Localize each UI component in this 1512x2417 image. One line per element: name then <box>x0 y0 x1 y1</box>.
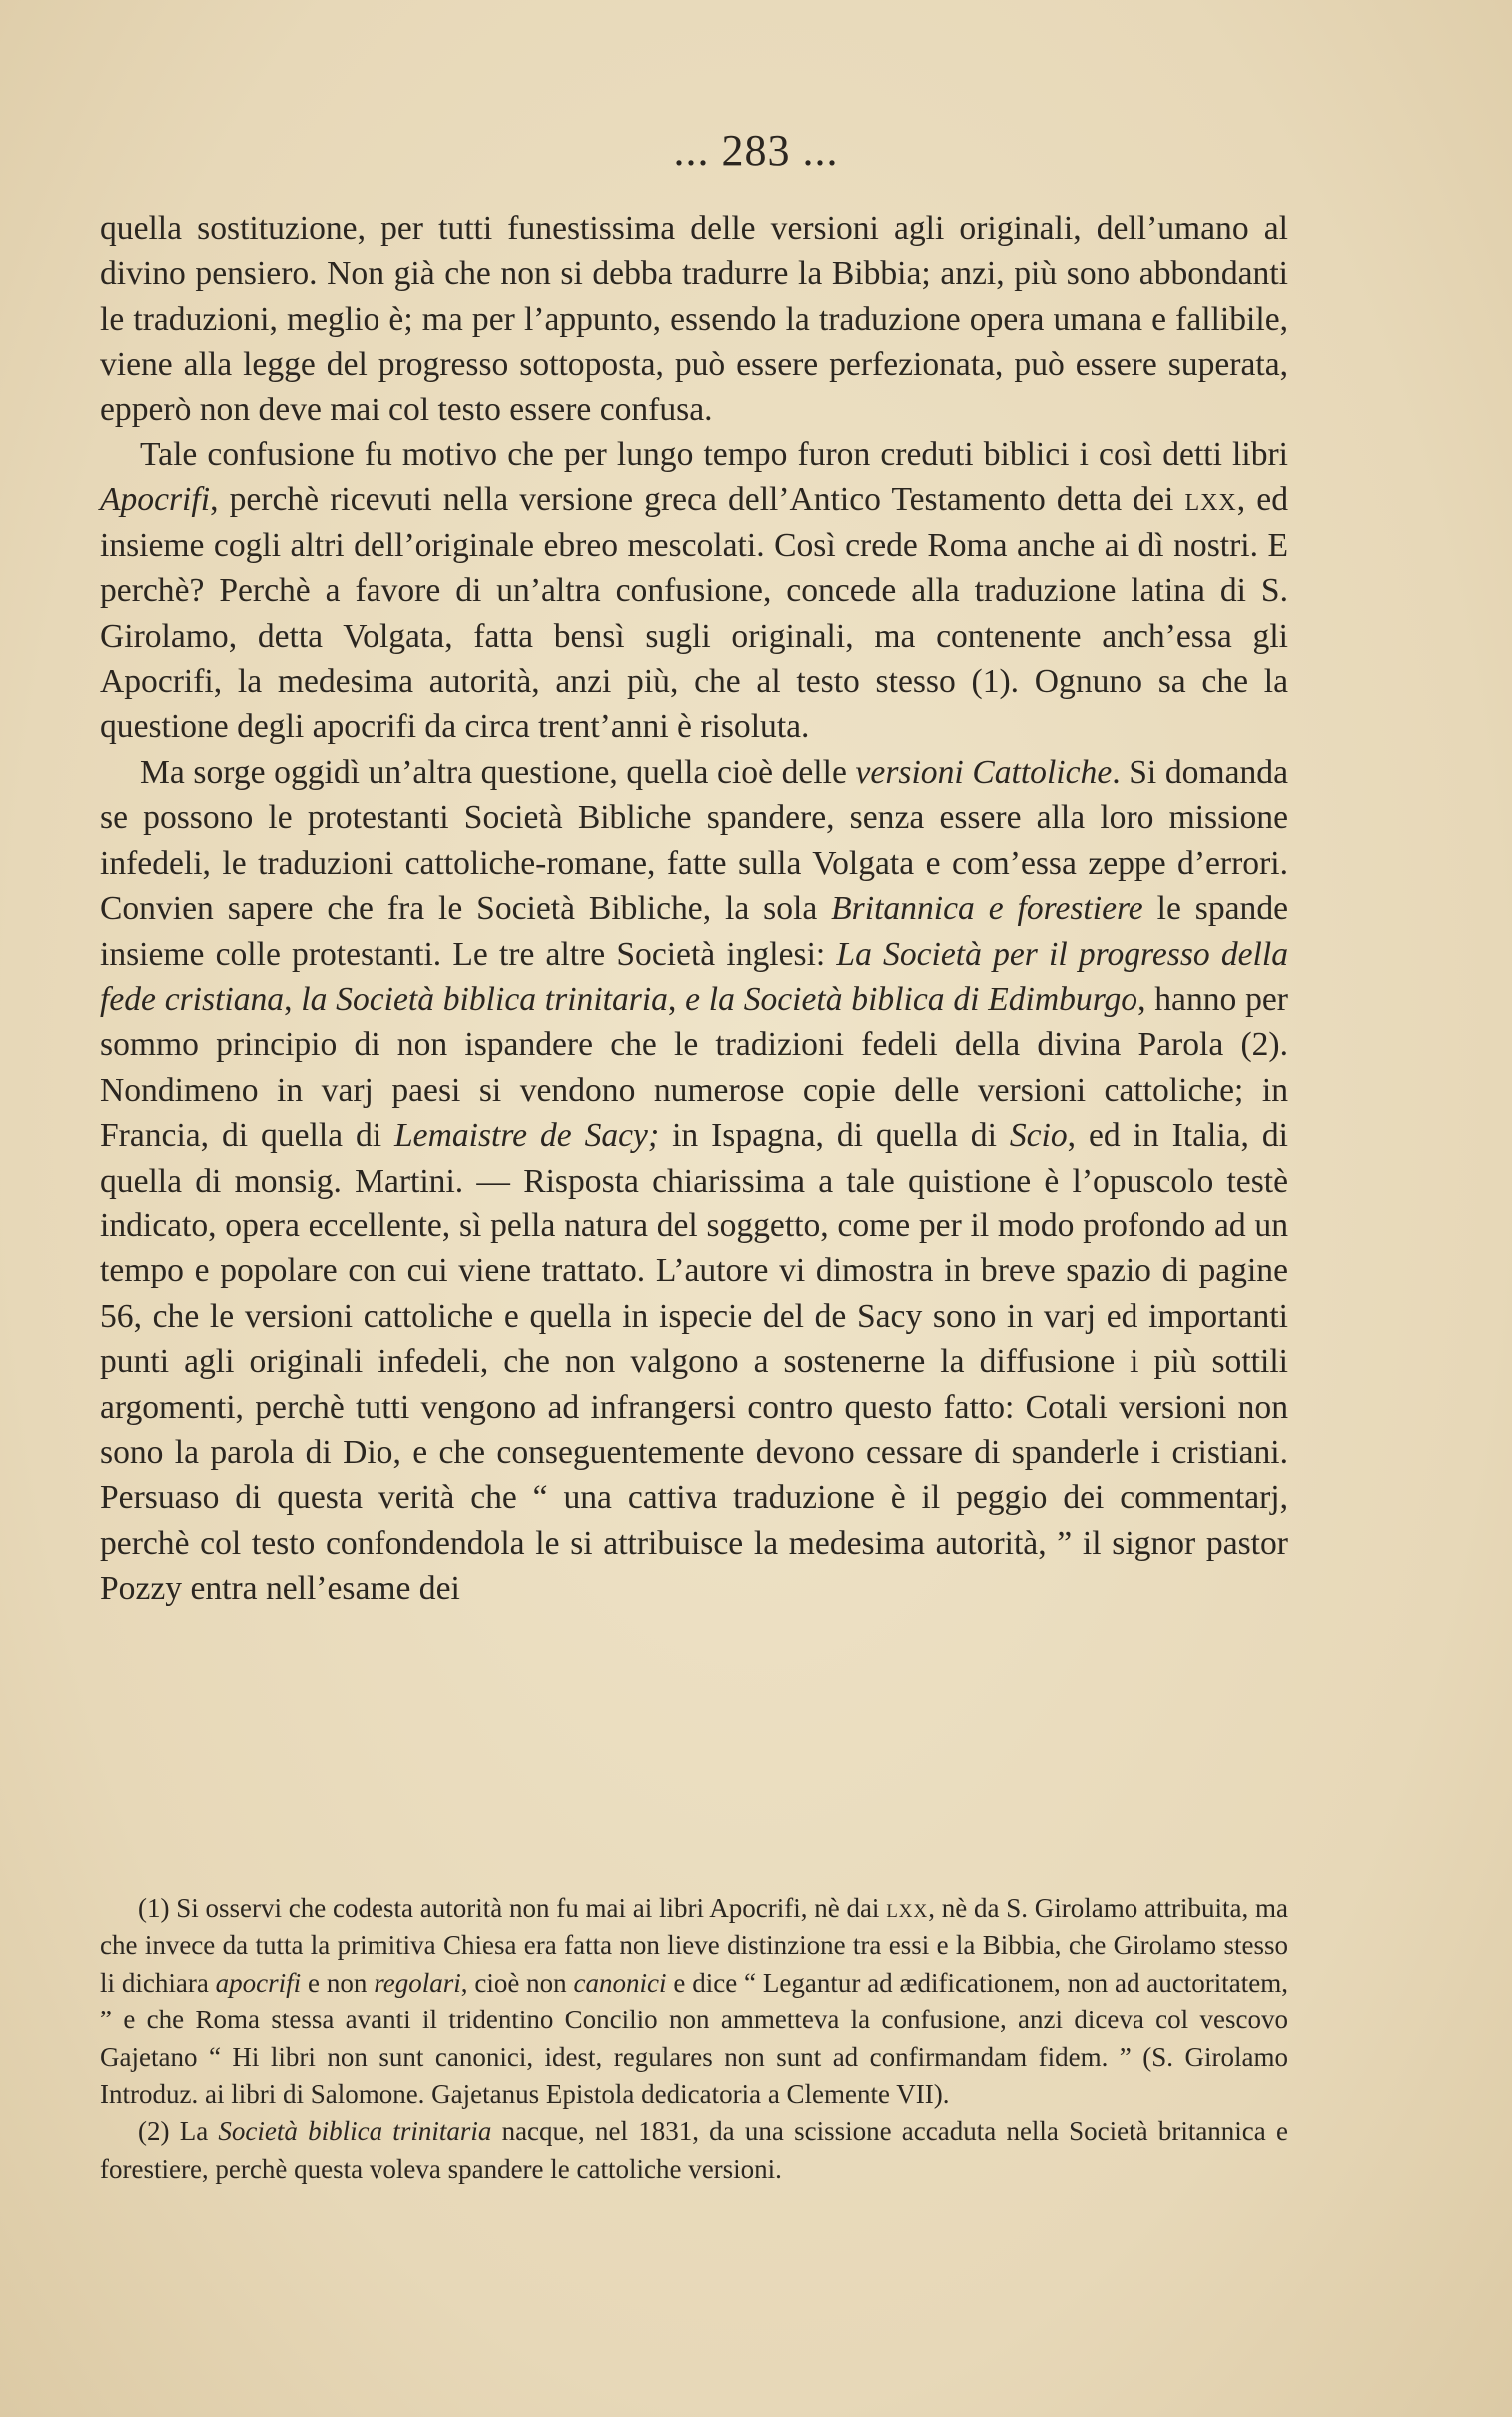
footnotes <box>100 1890 1288 2188</box>
text-run: Ma sorge oggidì un’altra questione, quella cioè delle <box>140 753 856 791</box>
text-run: , nè da S. Girolamo attribuita, ma che invece da tutta la primitiva Chiesa era fatta non lieve distinzione tra essi e la Bibbia, che Girolamo stesso li dichiara <box>100 1893 1288 1998</box>
text-run: nacque, nel 1831, da una scissione accaduta nella Società britannica e forestiere, perchè questa voleva spandere le cattoliche versioni. <box>100 2116 1288 2184</box>
page-number: ... 283 ... <box>673 126 839 175</box>
footnote <box>100 1890 1288 2113</box>
text-run: . Si domanda se possono le protestanti Società Bibliche spandere, senza essere alla loro missione infedeli, le traduzioni cattoliche-romane, fatte sulla Volgata e com’essa zeppe d’errori. Convien sapere che fra le Società Bibliche, la sola <box>100 753 1288 928</box>
italic-text: Lemaistre de Sacy; <box>394 1117 660 1155</box>
italic-text: Apocrifi <box>100 481 211 519</box>
text-run: le spande insieme colle protestanti. Le tre altre Società inglesi: <box>100 890 1289 973</box>
body-text <box>100 206 1288 1612</box>
body-paragraph <box>100 432 1288 750</box>
text-run: in Ispagna, di quella di <box>659 1117 1010 1155</box>
text-run: , hanno per sommo principio di non ispandere che le tradizioni fedeli della divina Parola (2). Nondimeno in varj paesi si vendono numerose copie delle versioni cattoliche; in Francia, di quella di <box>100 980 1288 1155</box>
text-run: , <box>667 980 686 1018</box>
italic-text: Scio <box>1009 1117 1068 1155</box>
italic-text: apocrifi <box>215 1967 302 1998</box>
small-caps-text: lxx <box>1184 481 1237 519</box>
text-run: e dice “ Legantur ad ædificationem, non ad auctoritatem, ” e che Roma stessa avanti il tridentino Concilio non ammetteva la confusione, anzi diceva col vescovo Gajetano “ Hi libri non sunt canonici, idest, regulares non sunt ad confirmandam fidem. ” (S. Girolamo Introduz. ai libri di Salomone. Gajetanus Epistola dedicatoria a Clemente VII). <box>100 1967 1288 2110</box>
italic-text: versioni Cattoliche <box>855 753 1113 791</box>
italic-text: Società biblica trinitaria <box>218 2116 492 2147</box>
body-paragraph <box>100 750 1288 1612</box>
italic-text: La Società per il progresso della fede cristiana <box>100 935 1288 1018</box>
italic-text: e la Società biblica di Edimburgo <box>685 980 1138 1018</box>
footnote <box>100 2113 1288 2188</box>
small-caps-text: lxx <box>886 1893 929 1923</box>
italic-text: canonici <box>573 1967 667 1998</box>
text-run: (2) La <box>138 2116 219 2147</box>
italic-text: la Società biblica trinitaria <box>301 980 668 1018</box>
italic-text: regolari <box>374 1967 461 1998</box>
text-run: , ed insieme cogli altri dell’originale ebreo mescolati. Così crede Roma anche ai dì nostri. E perchè? Perchè a favore di un’altra confusione, concede alla traduzione latina di S. Girolamo, detta Volgata, fatta bensì sugli originali, ma contenente anch’essa gli Apocrifi, la medesima autorità, anzi più, che al testo stesso (1). Ognuno sa che la questione degli apocrifi da circa trent’anni è risoluta. <box>100 481 1288 746</box>
text-run: e non <box>301 1967 375 1998</box>
body-paragraph <box>100 206 1288 432</box>
italic-text: Britannica e forestiere <box>831 890 1143 928</box>
text-run: , <box>284 980 302 1018</box>
text-run: (1) Si osservi che codesta autorità non fu mai ai libri Apocrifi, nè dai <box>138 1893 887 1923</box>
text-run: , cioè non <box>460 1967 574 1998</box>
text-run: , ed in Italia, di quella di monsig. Martini. — Risposta chiarissima a tale quistione è l’opuscolo testè indicato, opera eccellente, sì pella natura del soggetto, come per il modo profondo ad un tempo e popolare con cui viene trattato. L’autore vi dimostra in breve spazio di pagine 56, che le versioni cattoliche e quella in ispecie del de Sacy sono in varj ed importanti punti agli originali infedeli, che non valgono a sostenerne la diffusione i più sottili argomenti, perchè tutti vengono ad infrangersi contro questo fatto: Cotali versioni non sono la parola di Dio, e che conseguentemente devono cessare di spanderle i cristiani. Persuaso di questa verità che “ una cattiva traduzione è il peggio dei commentarj, perchè col testo confondendola le si attribuisce la medesima autorità, ” il signor pastor Pozzy entra nell’esame dei <box>100 1117 1288 1608</box>
text-run: , perchè ricevuti nella versione greca dell’Antico Testamento detta dei <box>210 481 1185 519</box>
text-run: Tale confusione fu motivo che per lungo tempo furon creduti biblici i così detti libri <box>140 436 1288 474</box>
text-run: quella sostituzione, per tutti funestissima delle versioni agli originali, dell’umano al divino pensiero. Non già che non si debba tradurre la Bibbia; anzi, più sono abbondanti le traduzioni, meglio è; ma per l’appunto, essendo la traduzione opera umana e fallibile, viene alla legge del progresso sottoposta, può essere perfezionata, può essere superata, epperò non deve mai col testo essere confusa. <box>100 210 1288 428</box>
